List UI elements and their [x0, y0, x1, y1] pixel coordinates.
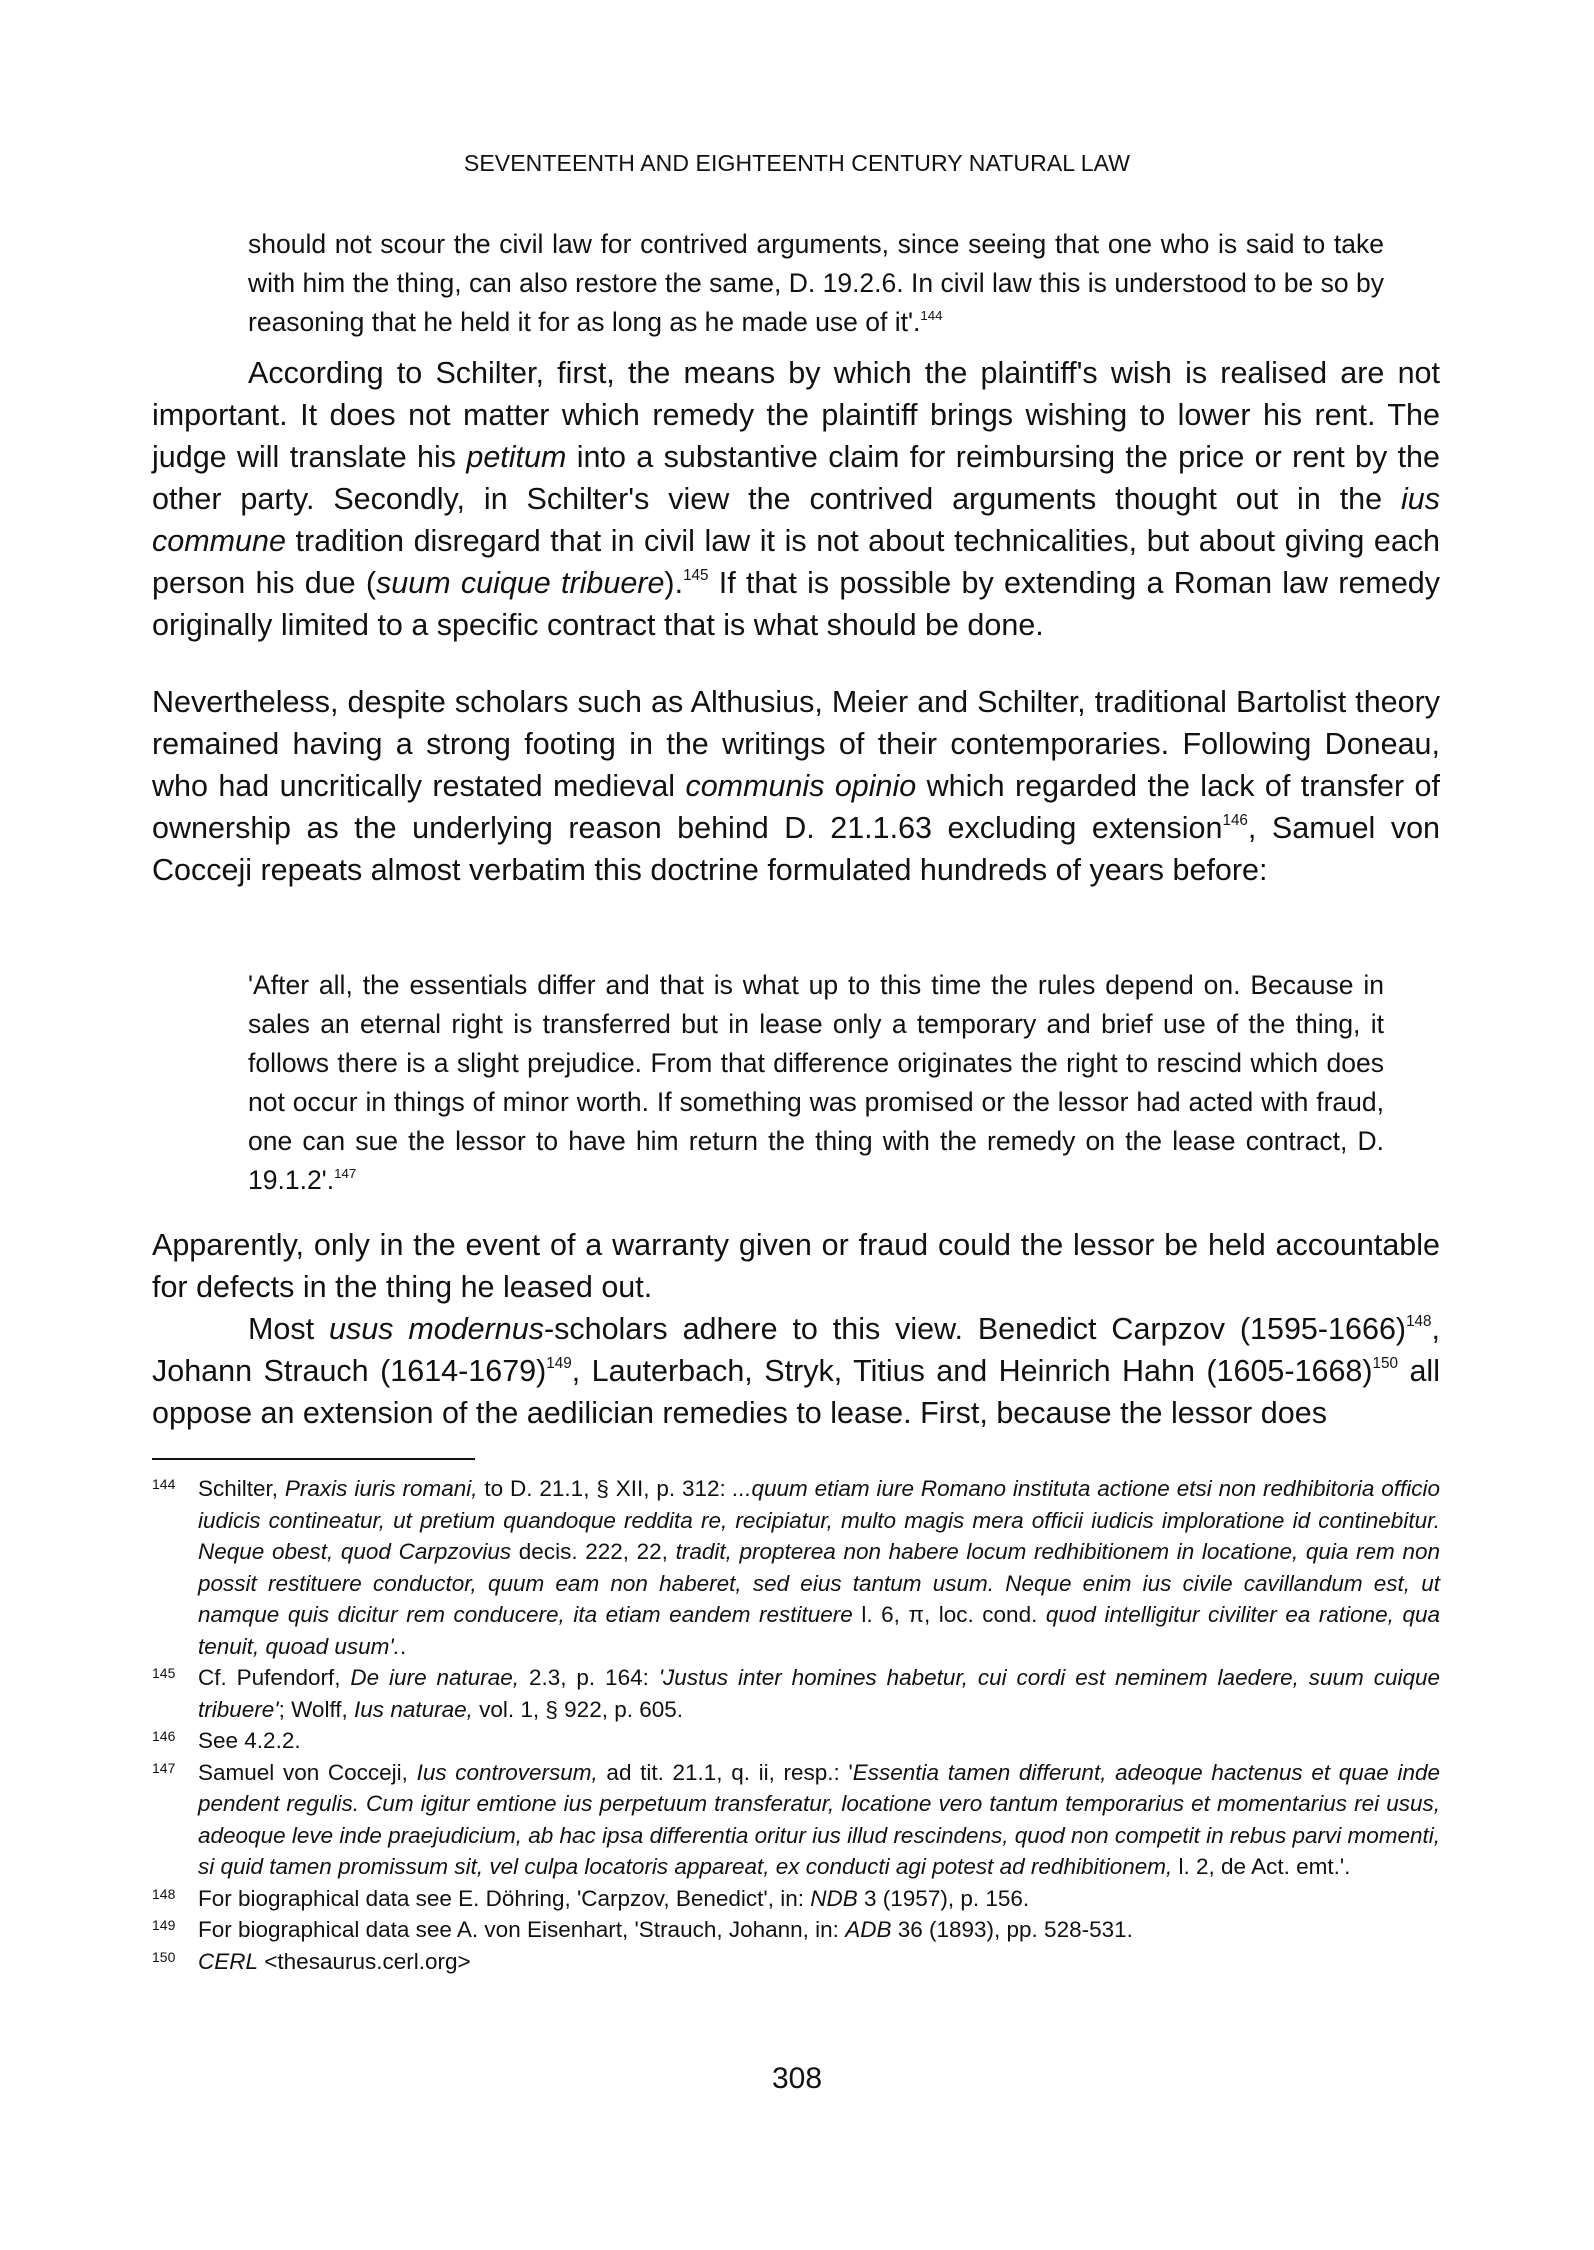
footnote-146 [152, 1725, 1440, 1757]
footnote-reference[interactable]: 146 [1222, 812, 1248, 830]
italic-term: Praxis iuris romani, [284, 1476, 478, 1501]
italic-term: Essentia tamen differunt, adeoque hactenus et quae inde pendent regulis. Cum igitur emtione ius perpetuum transferatur, locatione vero tantum temporarius et momentarius rei usus, adeoque leve inde praejudicium, ab hac ipsa differentia oritur ius illud rescindens, quod non competit in rebus parvi momenti, si quid tamen promissum sit, vel culpa locatoris appareat, ex conducti agi potest ad redhibitionem, [198, 1759, 1440, 1879]
paragraph: Nevertheless, despite scholars such as Althusius, Meier and Schilter, traditional Bartolist theory remained having a strong footing in the writings of their contemporaries. Following Doneau, who had uncritically restated medieval communis opinio which regarded the lack of transfer of ownership as the underlying reason behind D. 21.1.63 excluding extension$^{146}$, Samuel von Cocceji repeats almost verbatim this doctrine formulated hundreds of years before: [152, 685, 1440, 887]
page-number: 308 [771, 2062, 823, 2095]
italic-term: ADB [845, 1917, 892, 1942]
footnote-150 [152, 1946, 1440, 1978]
italic-term: suum cuique tribuere [376, 566, 665, 600]
footnote-reference[interactable]: 147 [334, 1165, 357, 1181]
footnote-number: 145 [152, 1665, 176, 1681]
running-header: SEVENTEENTH AND EIGHTEENTH CENTURY NATURAL LAW [463, 150, 1131, 176]
italic-term: 'Justus inter homines habetur, cui cordi est neminem laedere, suum cuique tribuere' [198, 1665, 1440, 1722]
paragraph: Apparently, only in the event of a warranty given or fraud could the lessor be held accountable for defects in the thing he leased out. [152, 1228, 1440, 1304]
footnote-number: 149 [152, 1917, 176, 1933]
footnote-148 [152, 1883, 1440, 1915]
italic-term: ...quum etiam iure Romano instituta actione etsi non redhibitoria officio iudicis contineatur, ut pretium quandoque reddita re, recipiatur, multo magis mera officii iudicis imploratione id continebitur. Neque obest, quod Carpzovius [198, 1476, 1440, 1564]
footnote-text: For biographical data see E. Döhring, 'Carpzov, Benedict', in: NDB 3 (1957), p. 156. [198, 1885, 1030, 1911]
footnote-149 [152, 1914, 1440, 1946]
footnote-number: 148 [152, 1885, 176, 1902]
italic-term: Ius controversum, [416, 1759, 598, 1785]
paragraph: Most usus modernus-scholars adhere to this view. Benedict Carpzov (1595-1666)$^{148}$, Johann Strauch (1614-1679)$^{149}$, Lauterbach, Stryk, Titius and Heinrich Hahn (1605-1668)$^{150}$ all oppose an extension of the aedilician remedies to lease. First, because the lessor does [152, 1312, 1440, 1430]
footnote-number: 147 [152, 1759, 176, 1776]
block-quote: 'After all, the essentials differ and that is what up to this time the rules depend on. Because in sales an eternal right is transferred but in lease only a temporary and brief use of the thing, it follows there is a slight prejudice. From that difference originates the right to rescind which does not occur in things of minor worth. If something was promised or the lessor had acted with fraud, one can sue the lessor to have him return the thing with the remedy on the lease contract, D. 19.1.2'.$^{147}$ [248, 970, 1384, 1195]
footnote-text: Samuel von Cocceji, Ius controversum, ad tit. 21.1, q. ii, resp.: 'Essentia tamen differunt, adeoque hactenus et quae inde pendent regulis. Cum igitur emtione ius perpetuum transferatur, locatione vero tantum temporarius et momentarius rei usus, adeoque leve inde praejudicium, ab hac ipsa differentia oritur ius illud rescindens, quod non competit in rebus parvi momenti, si quid tamen promissum sit, vel culpa locatoris appareat, ex conducti agi potest ad redhibitionem, l. 2, de Act. emt.'. [198, 1759, 1440, 1879]
italic-term: tradit, propterea non habere locum redhibitionem in locatione, quia rem non possit restituere conductor, quum eam non haberet, sed eius tantum usum. Neque enim ius civile cavillandum est, ut namque quis dicitur rem conducere, ita etiam eandem restituere [198, 1539, 1440, 1627]
footnote-number: 144 [152, 1476, 176, 1492]
footnote-145 [152, 1662, 1440, 1725]
italic-term: Ius naturae, [354, 1696, 473, 1722]
italic-term: NDB [810, 1885, 858, 1911]
footnote-reference[interactable]: 149 [546, 1355, 572, 1373]
footnote-number: 146 [152, 1728, 176, 1744]
italic-term: CERL [198, 1948, 259, 1974]
footnote-text: Schilter, Praxis iuris romani, to D. 21.1, § XII, p. 312: ...quum etiam iure Romano instituta actione etsi non redhibitoria officio iudicis contineatur, ut pretium quandoque reddita re, recipiatur, multo magis mera officii iudicis imploratione id continebitur. Neque obest, quod Carpzovius decis. 222, 22, tradit, propterea non habere locum redhibitionem in locatione, quia rem non possit restituere conductor, quum eam non haberet, sed eius tantum usum. Neque enim ius civile cavillandum est, ut namque quis dicitur rem conducere, ita etiam eandem restituere l. 6, π, loc. cond. quod intelligitur civiliter ea ratione, qua tenuit, quoad usum'.. [198, 1476, 1440, 1659]
footnote-separator [152, 1458, 475, 1460]
footnote-text: For biographical data see A. von Eisenhart, 'Strauch, Johann, in: ADB 36 (1893), pp. 528-531. [198, 1917, 1133, 1942]
footnote-144 [152, 1473, 1440, 1662]
italic-term: usus modernus [329, 1312, 544, 1346]
footnote-text: Cf. Pufendorf, De iure naturae, 2.3, p. 164: 'Justus inter homines habetur, cui cordi est neminem laedere, suum cuique tribuere'; Wolff, Ius naturae, vol. 1, § 922, p. 605. [198, 1665, 1440, 1722]
footnote-number: 150 [152, 1948, 176, 1965]
footnote-reference[interactable]: 145 [683, 567, 709, 585]
paragraph: According to Schilter, first, the means by which the plaintiff's wish is realised are not important. It does not matter which remedy the plaintiff brings wishing to lower his rent. The judge will translate his petitum into a substantive claim for reimbursing the price or rent by the other party. Secondly, in Schilter's view the contrived arguments thought out in the ius commune tradition disregard that in civil law it is not about technicalities, but about giving each person his due (suum cuique tribuere).$^{145}$ If that is possible by extending a Roman law remedy originally limited to a specific contract that is what should be done. [152, 356, 1440, 642]
italic-term: quod intelligitur civiliter ea ratione, qua tenuit, quoad usum'. [198, 1602, 1440, 1659]
footnote-147 [152, 1757, 1440, 1883]
footnote-reference[interactable]: 148 [1406, 1313, 1432, 1331]
footnote-text: CERL <thesaurus.cerl.org> [198, 1948, 471, 1974]
footnote-text: See 4.2.2. [198, 1728, 301, 1753]
block-quote: should not scour the civil law for contrived arguments, since seeing that one who is said to take with him the thing, can also restore the same, D. 19.2.6. In civil law this is understood to be so by reasoning that he held it for as long as he made use of it'.$^{144}$ [248, 229, 1384, 337]
italic-term: communis opinio [685, 769, 917, 803]
italic-term: ius commune [152, 482, 1440, 558]
italic-term: petitum [466, 440, 567, 474]
footnote-reference[interactable]: 144 [920, 307, 943, 323]
footnotes [152, 1473, 1440, 1977]
italic-term: De iure naturae, [350, 1665, 520, 1690]
footnote-reference[interactable]: 150 [1372, 1355, 1398, 1373]
